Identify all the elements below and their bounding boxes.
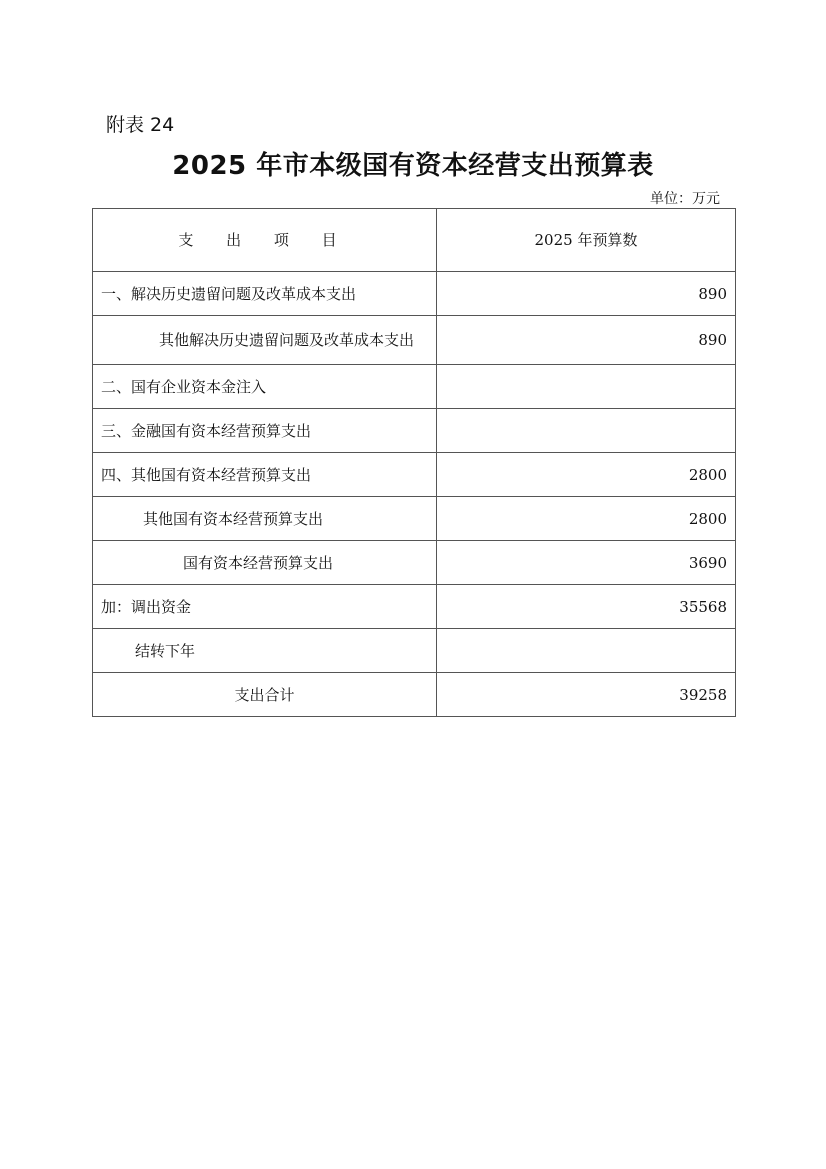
table-header-row xyxy=(93,209,736,272)
row-label: 支出合计 xyxy=(93,673,437,717)
row-label: 国有资本经营预算支出 xyxy=(93,541,437,585)
table-row xyxy=(93,497,736,541)
row-value xyxy=(437,629,736,673)
row-label: 四、其他国有资本经营预算支出 xyxy=(93,453,437,497)
table-row xyxy=(93,541,736,585)
table-row xyxy=(93,272,736,316)
row-label: 其他国有资本经营预算支出 xyxy=(93,497,437,541)
row-label: 三、金融国有资本经营预算支出 xyxy=(93,409,437,453)
row-label: 加：调出资金 xyxy=(93,585,437,629)
unit-label: 单位：万元 xyxy=(650,191,720,207)
table-row-total xyxy=(93,673,736,717)
row-value: 890 xyxy=(437,316,736,365)
row-label: 其他解决历史遗留问题及改革成本支出 xyxy=(93,316,437,365)
row-value: 2800 xyxy=(437,453,736,497)
table-row xyxy=(93,585,736,629)
row-value: 890 xyxy=(437,272,736,316)
row-value: 39258 xyxy=(437,673,736,717)
row-value: 2800 xyxy=(437,497,736,541)
column-header-budget: 2025 年预算数 xyxy=(437,209,736,272)
row-label: 一、解决历史遗留问题及改革成本支出 xyxy=(93,272,437,316)
row-value: 3690 xyxy=(437,541,736,585)
table-row xyxy=(93,453,736,497)
budget-table xyxy=(92,208,736,717)
table-row xyxy=(93,365,736,409)
row-value xyxy=(437,365,736,409)
page-title: 2025 年市本级国有资本经营支出预算表 xyxy=(172,151,654,181)
table-row xyxy=(93,409,736,453)
column-header-item: 支 出 项 目 xyxy=(93,209,437,272)
table-row xyxy=(93,316,736,365)
row-value xyxy=(437,409,736,453)
appendix-label: 附表 24 xyxy=(106,114,175,136)
row-value: 35568 xyxy=(437,585,736,629)
row-label: 二、国有企业资本金注入 xyxy=(93,365,437,409)
table-row xyxy=(93,629,736,673)
row-label: 结转下年 xyxy=(93,629,437,673)
